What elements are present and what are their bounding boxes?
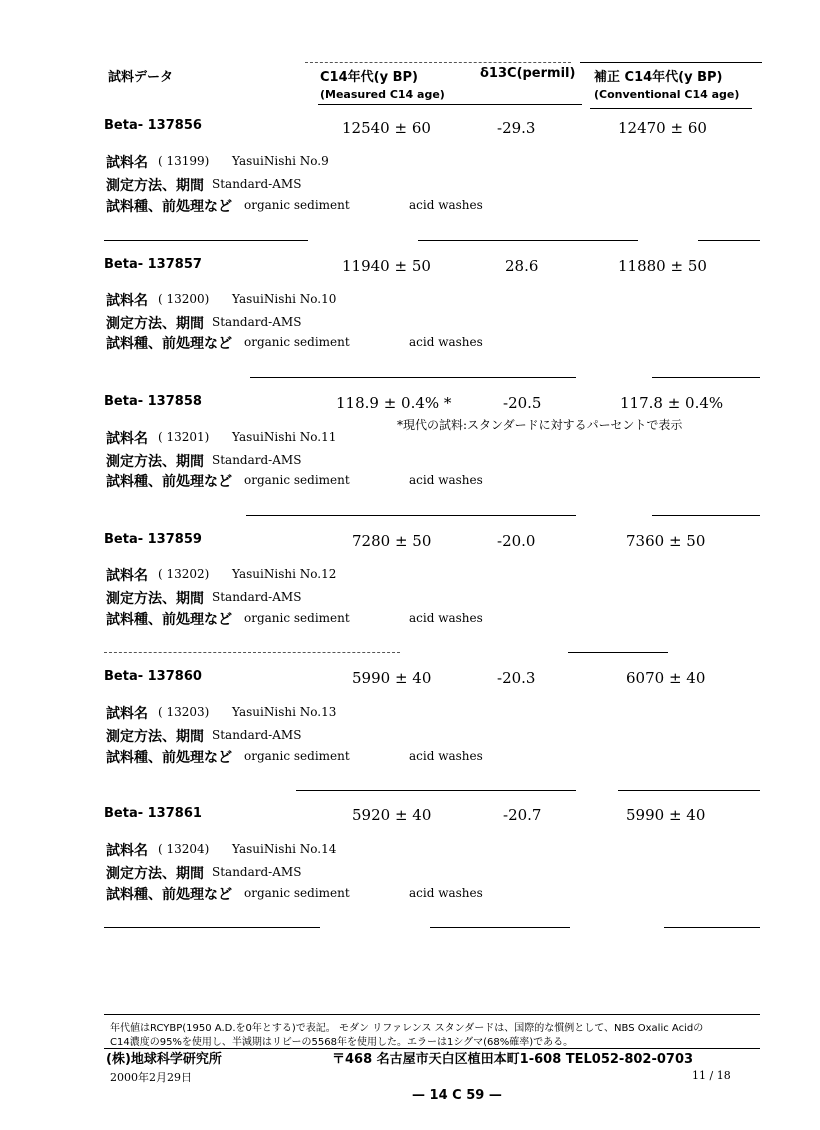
company-name: (株)地球科学研究所 <box>106 1052 222 1067</box>
beta-number: Beta- 137859 <box>104 532 202 547</box>
sample-name: YasuiNishi No.14 <box>232 842 337 856</box>
treatment-value: acid washes <box>409 611 483 625</box>
sample-name: YasuiNishi No.13 <box>232 705 337 719</box>
beta-number: Beta- 137857 <box>104 257 202 272</box>
method-label: 測定方法、期間 <box>106 454 204 470</box>
sample-name: YasuiNishi No.9 <box>232 154 329 168</box>
beta-number: Beta- 137858 <box>104 394 202 409</box>
delta-13c: -20.7 <box>503 806 542 824</box>
sample-name: YasuiNishi No.12 <box>232 567 337 581</box>
footer-note-line2: C14濃度の95%を使用し、半減期はリビーの5568年を使用した。エラーは1シグマ(68%確率)である。 <box>110 1037 574 1048</box>
method-value: Standard-AMS <box>212 728 302 742</box>
method-label: 測定方法、期間 <box>106 316 204 332</box>
sample-code: ( 13203) <box>158 705 210 719</box>
separator-rule <box>698 240 760 241</box>
sample-code: ( 13204) <box>158 842 210 856</box>
delta-13c: -20.3 <box>497 669 536 687</box>
method-value: Standard-AMS <box>212 453 302 467</box>
separator-rule <box>246 515 576 516</box>
sample-name-label: 試料名 <box>106 293 148 309</box>
sample-name: YasuiNishi No.10 <box>232 292 337 306</box>
company-address: 〒468 名古屋市天白区植田本町1-608 TEL052-802-0703 <box>332 1052 694 1067</box>
treatment-value: acid washes <box>409 749 483 763</box>
report-date: 2000年2月29日 <box>110 1071 192 1084</box>
measured-age-subheading: (Measured C14 age) <box>320 88 445 101</box>
header-top-rule-right <box>580 62 762 63</box>
beta-number: Beta- 137860 <box>104 669 202 684</box>
sample-data-heading: 試料データ <box>108 70 174 85</box>
separator-rule <box>296 790 576 791</box>
material-label: 試料種、前処理など <box>106 612 232 628</box>
sample-code: ( 13202) <box>158 567 210 581</box>
delta-13c: -29.3 <box>497 119 536 137</box>
method-label: 測定方法、期間 <box>106 866 204 882</box>
treatment-value: acid washes <box>409 198 483 212</box>
conventional-age: 11880 ± 50 <box>618 257 707 275</box>
material-label: 試料種、前処理など <box>106 199 232 215</box>
separator-rule <box>664 927 760 928</box>
treatment-value: acid washes <box>409 473 483 487</box>
method-value: Standard-AMS <box>212 590 302 604</box>
separator-rule <box>652 515 760 516</box>
method-label: 測定方法、期間 <box>106 178 204 194</box>
material-value: organic sediment <box>244 886 350 900</box>
measured-age: 118.9 ± 0.4% * <box>336 394 452 412</box>
conventional-age: 12470 ± 60 <box>618 119 707 137</box>
footer-note-line1: 年代値はRCYBP(1950 A.D.を0年とする)で表記。 モダン リファレンス スタンダードは、国際的な慣例として、NBS Oxalic Acidの <box>110 1023 704 1034</box>
treatment-value: acid washes <box>409 335 483 349</box>
page-number: 11 / 18 <box>692 1069 731 1082</box>
conventional-age-heading: 補正 C14年代(y BP) <box>594 70 723 85</box>
material-value: organic sediment <box>244 473 350 487</box>
sample-name-label: 試料名 <box>106 568 148 584</box>
separator-rule <box>104 652 400 653</box>
conventional-age: 7360 ± 50 <box>626 532 706 550</box>
method-value: Standard-AMS <box>212 865 302 879</box>
material-value: organic sediment <box>244 198 350 212</box>
material-label: 試料種、前処理など <box>106 336 232 352</box>
method-value: Standard-AMS <box>212 315 302 329</box>
sample-name: YasuiNishi No.11 <box>232 430 337 444</box>
delta-13c: 28.6 <box>505 257 539 275</box>
method-value: Standard-AMS <box>212 177 302 191</box>
material-label: 試料種、前処理など <box>106 750 232 766</box>
separator-rule <box>652 377 760 378</box>
page-stamp: — 14 C 59 — <box>412 1088 502 1103</box>
measured-age-heading: C14年代(y BP) <box>320 70 418 85</box>
conventional-age: 6070 ± 40 <box>626 669 706 687</box>
method-label: 測定方法、期間 <box>106 591 204 607</box>
measured-age: 11940 ± 50 <box>342 257 431 275</box>
sample-code: ( 13199) <box>158 154 210 168</box>
header-top-rule <box>305 62 571 63</box>
separator-rule <box>104 240 308 241</box>
material-value: organic sediment <box>244 611 350 625</box>
conventional-age: 117.8 ± 0.4% <box>620 394 724 412</box>
header-bottom-rule <box>318 104 582 105</box>
separator-rule <box>250 377 576 378</box>
separator-rule <box>568 652 668 653</box>
sample-code: ( 13201) <box>158 430 210 444</box>
sample-name-label: 試料名 <box>106 843 148 859</box>
sample-code: ( 13200) <box>158 292 210 306</box>
sample-name-label: 試料名 <box>106 431 148 447</box>
delta-13c-heading: δ13C(permil) <box>480 66 576 81</box>
separator-rule <box>418 240 638 241</box>
beta-number: Beta- 137856 <box>104 118 202 133</box>
delta-13c: -20.5 <box>503 394 542 412</box>
beta-number: Beta- 137861 <box>104 806 202 821</box>
material-label: 試料種、前処理など <box>106 887 232 903</box>
material-label: 試料種、前処理など <box>106 474 232 490</box>
treatment-value: acid washes <box>409 886 483 900</box>
measured-age: 5990 ± 40 <box>352 669 432 687</box>
conventional-age: 5990 ± 40 <box>626 806 706 824</box>
measured-age: 7280 ± 50 <box>352 532 432 550</box>
modern-sample-remark: *現代の試料:スタンダードに対するパーセントで表示 <box>397 418 683 432</box>
material-value: organic sediment <box>244 749 350 763</box>
separator-rule <box>430 927 570 928</box>
delta-13c: -20.0 <box>497 532 536 550</box>
separator-rule <box>104 927 320 928</box>
conventional-age-subheading: (Conventional C14 age) <box>594 88 740 101</box>
sample-name-label: 試料名 <box>106 155 148 171</box>
measured-age: 5920 ± 40 <box>352 806 432 824</box>
measured-age: 12540 ± 60 <box>342 119 431 137</box>
footer-top-rule <box>104 1014 760 1015</box>
sample-name-label: 試料名 <box>106 706 148 722</box>
separator-rule <box>618 790 760 791</box>
header-bottom-rule-right <box>590 108 752 109</box>
material-value: organic sediment <box>244 335 350 349</box>
method-label: 測定方法、期間 <box>106 729 204 745</box>
